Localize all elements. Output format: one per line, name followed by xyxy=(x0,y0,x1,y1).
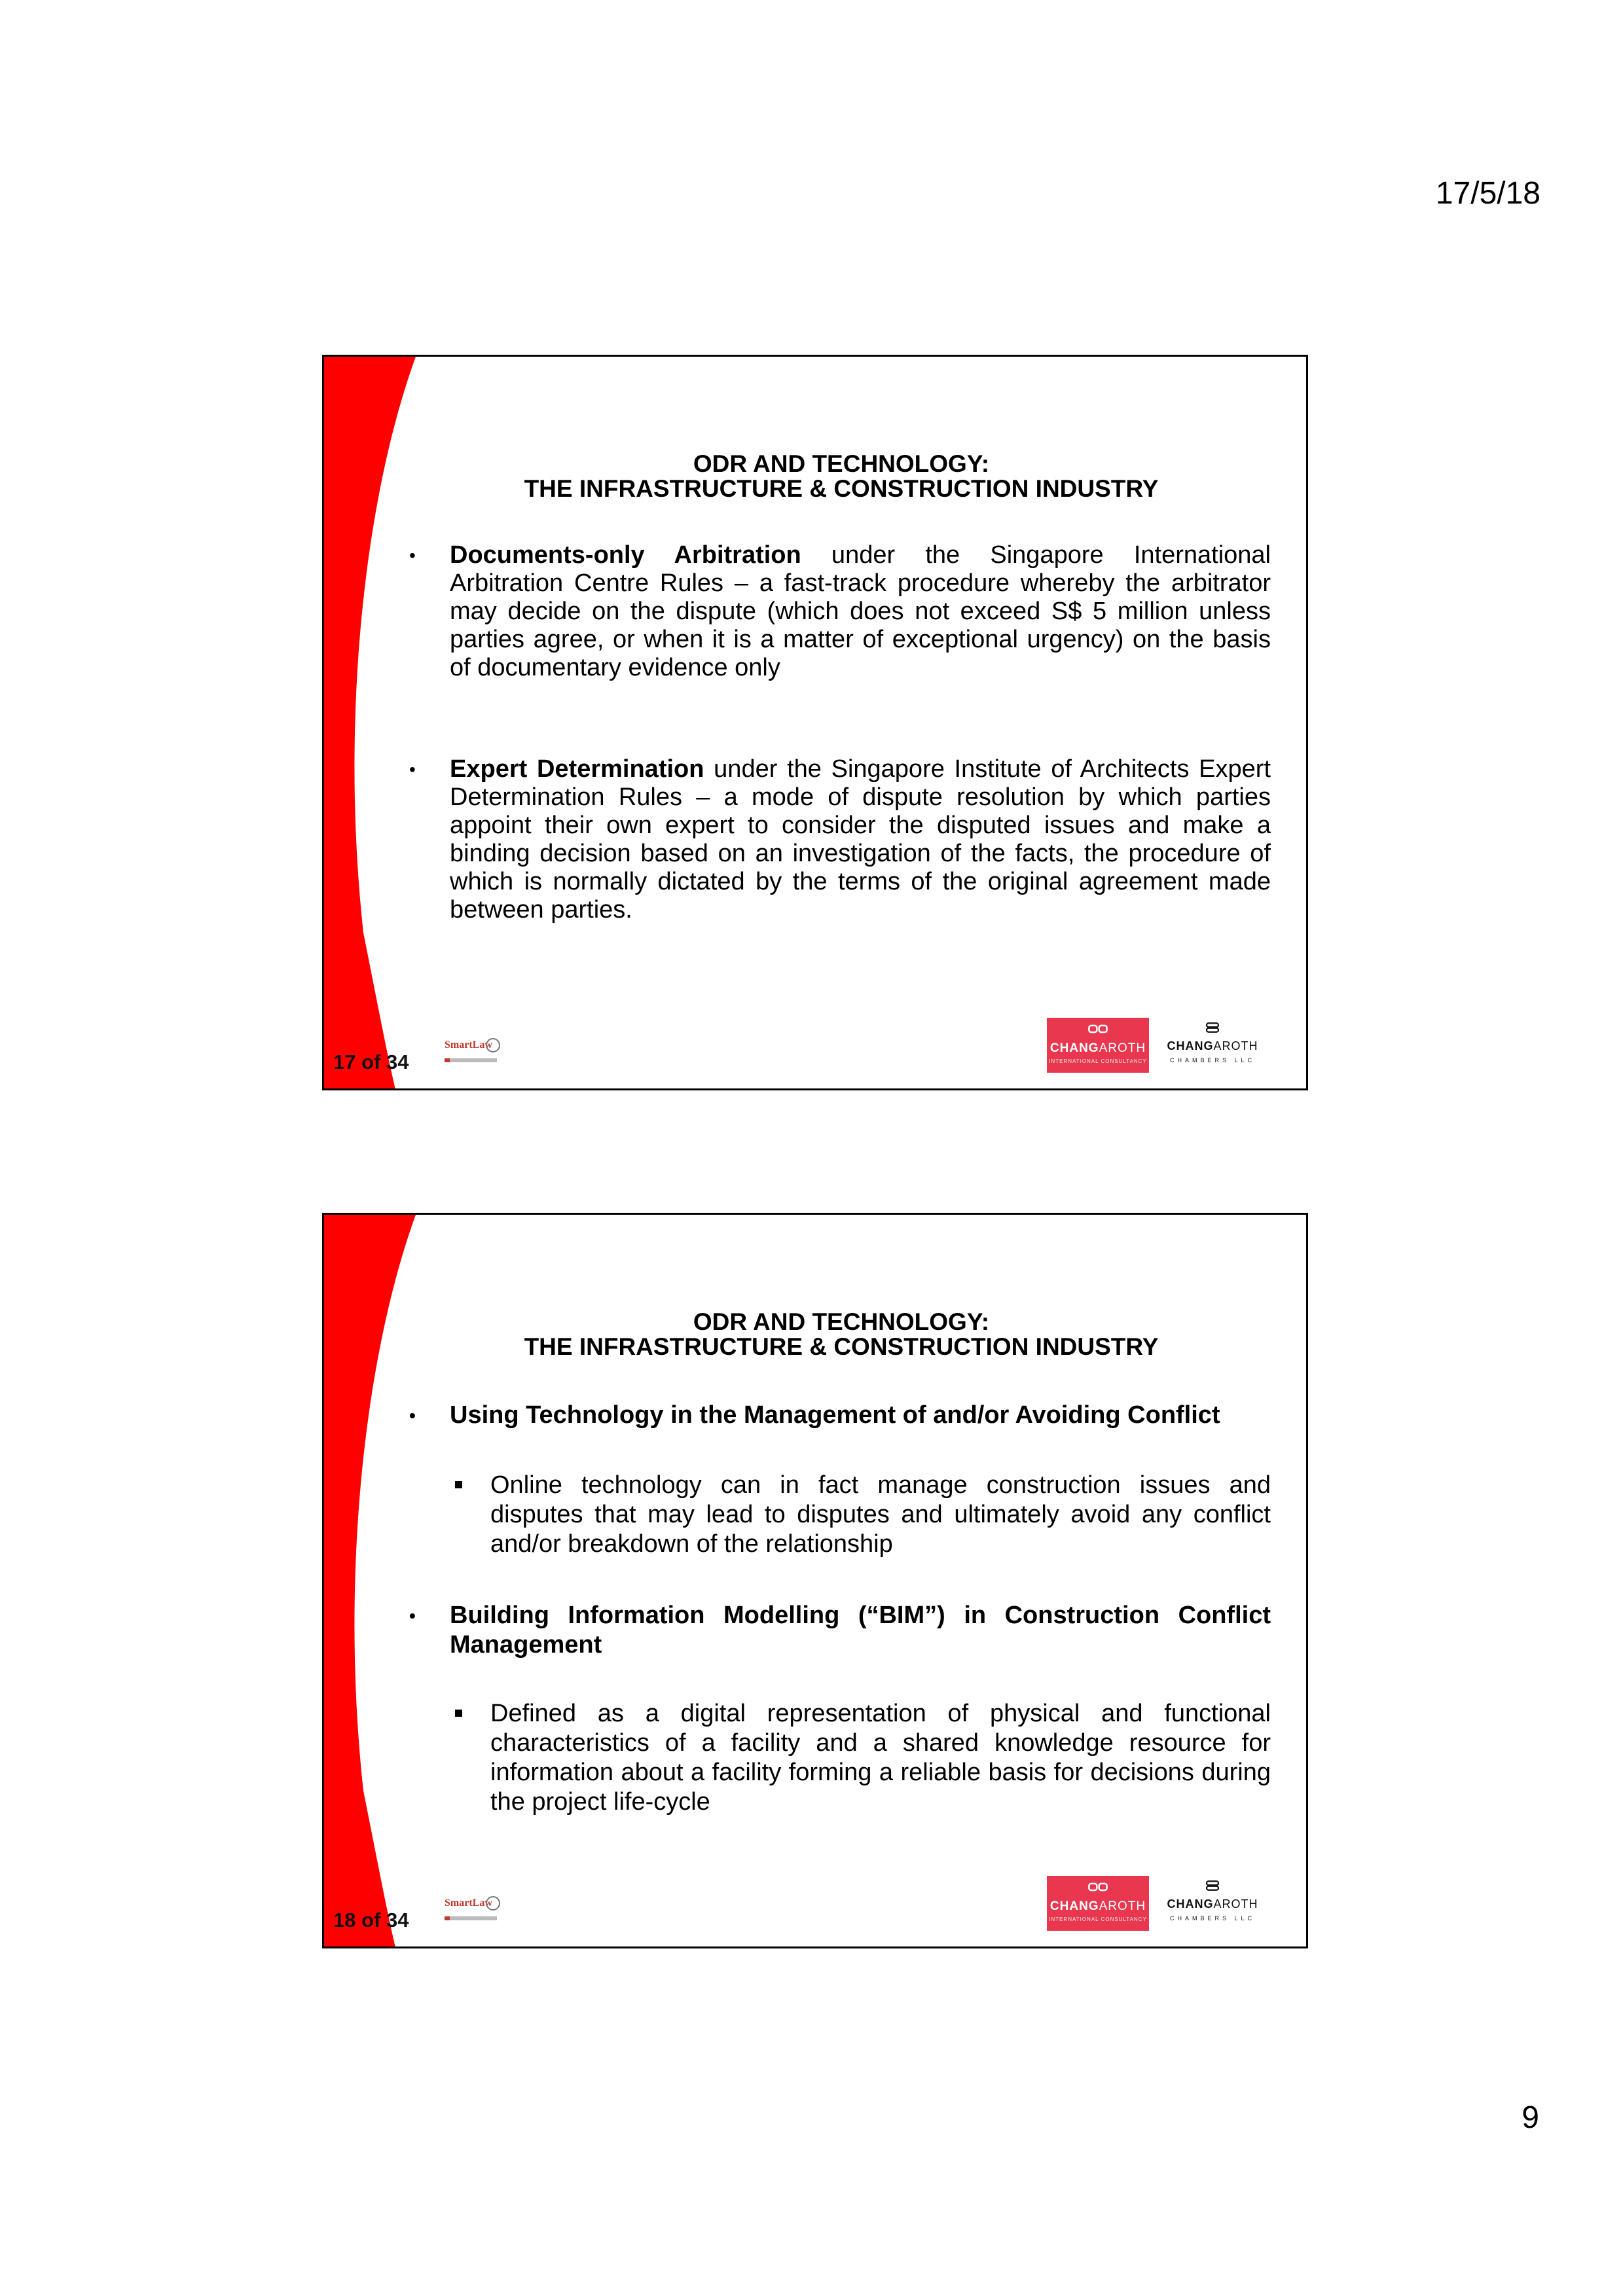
publisher-logo-icon xyxy=(442,1032,502,1069)
bullet-bold-term: Documents-only Arbitration xyxy=(450,541,801,569)
page-date: 17/5/18 xyxy=(1435,176,1541,211)
svg-text:SmartLaw: SmartLaw xyxy=(445,1039,492,1050)
changaroth-chambers-logo xyxy=(1163,1876,1262,1931)
bullet-text: under the Singapore International Arbitration Centre Rules – a fast-track procedure whereby the arbitrator may decide on the dispute (which does not exceed S$ 5 million unless parties agree, or when it is a matter of exceptional urgency) on the basis of documentary evidence only xyxy=(450,541,1271,681)
page-number: 9 xyxy=(1522,2100,1539,2135)
publisher-logo-icon xyxy=(442,1890,502,1927)
chain-link-icon xyxy=(1203,1020,1222,1035)
logo-name: CHANGAROTH xyxy=(1167,1897,1258,1910)
svg-text:SmartLaw: SmartLaw xyxy=(445,1897,492,1909)
logo-subline: INTERNATIONAL CONSULTANCY xyxy=(1049,1058,1147,1064)
slide-counter: 17 of 34 xyxy=(333,1050,409,1073)
bullet-item xyxy=(409,755,1271,924)
sub-bullet-item xyxy=(409,1471,1271,1559)
slide-18 xyxy=(322,1213,1308,1948)
bullet-heading: Using Technology in the Management of and/or Avoiding Conflict xyxy=(450,1401,1220,1429)
logo-subline: CHAMBERS LLC xyxy=(1169,1057,1256,1064)
changaroth-consultancy-logo xyxy=(1047,1876,1149,1931)
bullet-dot-icon: • xyxy=(409,1405,416,1426)
bullet-dot-icon: • xyxy=(409,1605,416,1626)
square-bullet-icon xyxy=(455,1710,462,1717)
bullet-dot-icon: • xyxy=(409,759,416,780)
bullet-bold-term: Expert Determination xyxy=(450,755,704,783)
logo-subline: INTERNATIONAL CONSULTANCY xyxy=(1049,1916,1147,1922)
chain-link-icon xyxy=(1203,1878,1222,1893)
bullet-dot-icon: • xyxy=(409,545,416,565)
chain-link-icon xyxy=(1087,1022,1109,1036)
logo-name: CHANGAROTH xyxy=(1049,1899,1146,1913)
slide-title xyxy=(494,1310,1188,1359)
title-line-1: ODR AND TECHNOLOGY: xyxy=(693,450,990,477)
sub-bullet-item xyxy=(409,1699,1271,1817)
bullet-item xyxy=(409,541,1271,682)
changaroth-consultancy-logo xyxy=(1047,1018,1149,1073)
slide-17 xyxy=(322,355,1308,1090)
title-line-2: THE INFRASTRUCTURE & CONSTRUCTION INDUSTRY xyxy=(524,1333,1159,1360)
bullet-text: under the Singapore Institute of Architects Expert Determination Rules – a mode of dispute resolution by which parties appoint their own expert to consider the disputed issues and make a binding decision based on an investigation of the facts, the procedure of which is normally dictated by the terms of the original agreement made between parties. xyxy=(450,755,1271,924)
logo-name: CHANGAROTH xyxy=(1167,1039,1258,1052)
sub-bullet-text: Online technology can in fact manage construction issues and disputes that may lead to disputes and ultimately avoid any conflict and/or breakdown of the relationship xyxy=(490,1471,1271,1558)
chain-link-icon xyxy=(1087,1880,1109,1894)
bullet-heading: Building Information Modelling (“BIM”) in Construction Conflict Management xyxy=(450,1602,1271,1659)
slide-counter: 18 of 34 xyxy=(333,1909,409,1931)
logo-name: CHANGAROTH xyxy=(1049,1041,1146,1055)
slide-body xyxy=(409,541,1271,924)
slide-body xyxy=(409,1401,1271,1817)
bullet-item xyxy=(409,1601,1271,1660)
bullet-item xyxy=(409,1401,1271,1430)
title-line-1: ODR AND TECHNOLOGY: xyxy=(693,1308,990,1335)
slide-title xyxy=(494,452,1188,501)
sub-bullet-text: Defined as a digital representation of physical and functional characteristics of a facility and a shared knowledge resource for information about a facility forming a reliable basis for decisions during the project life-cycle xyxy=(490,1700,1271,1816)
logo-subline: CHAMBERS LLC xyxy=(1169,1915,1256,1922)
changaroth-chambers-logo xyxy=(1163,1018,1262,1073)
title-line-2: THE INFRASTRUCTURE & CONSTRUCTION INDUSTRY xyxy=(524,475,1159,502)
square-bullet-icon xyxy=(455,1481,462,1488)
